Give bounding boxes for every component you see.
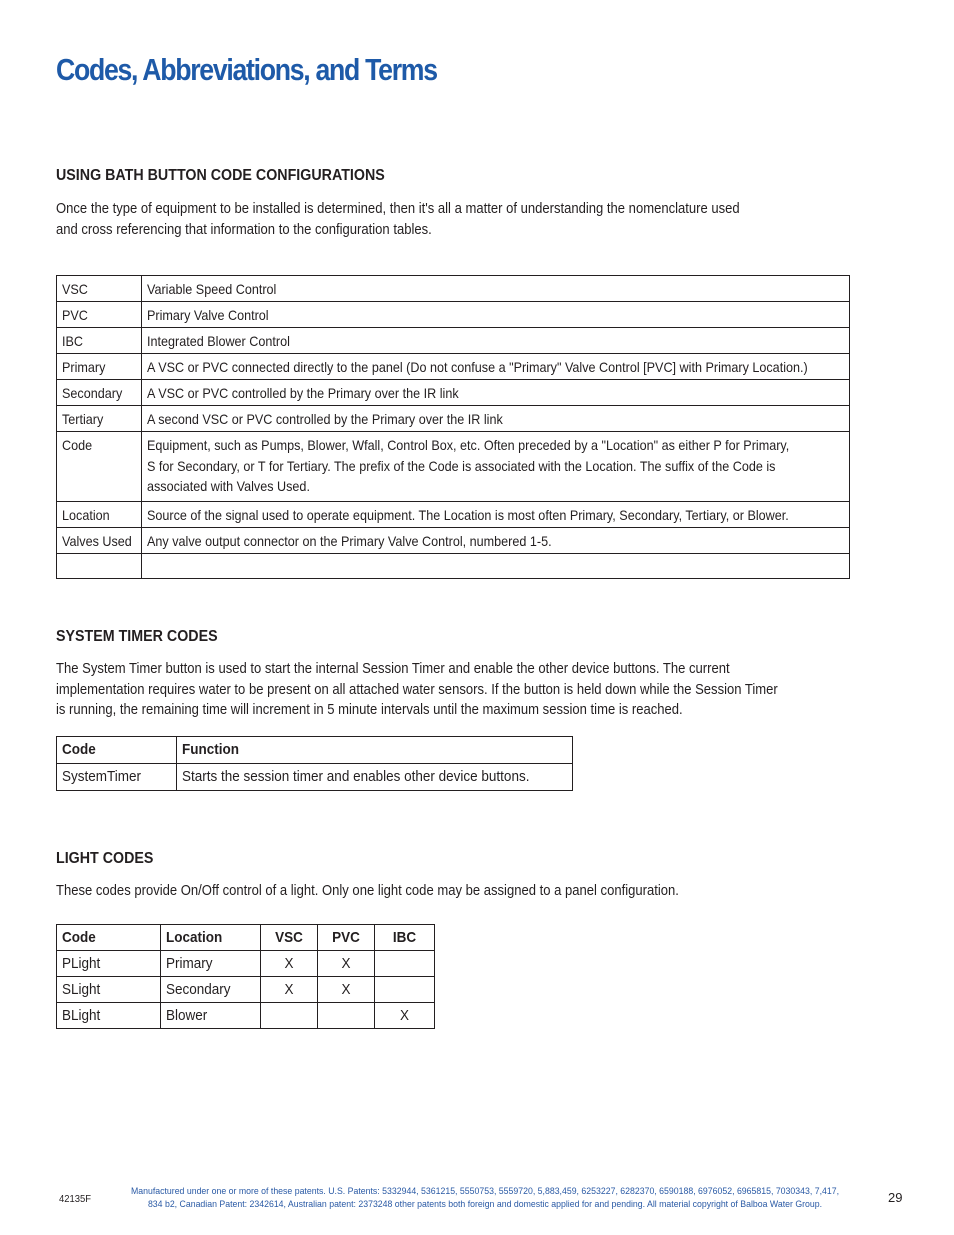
table-row xyxy=(57,764,573,791)
term-cell: Location xyxy=(57,501,142,527)
ibc-cell xyxy=(375,977,435,1003)
timer-section-intro xyxy=(56,659,848,721)
bath-intro-line-1: Once the type of equipment to be installed is determined, then it's all a matter of understanding the nomenclature used xyxy=(56,201,740,217)
definition-cell: A VSC or PVC connected directly to the panel (Do not confuse a "Primary" Valve Control [PVC] with Primary Location.) xyxy=(142,354,850,380)
term-cell: VSC xyxy=(57,276,142,302)
ibc-cell xyxy=(375,951,435,977)
column-header-code: Code xyxy=(57,925,161,951)
document-code: 42135F xyxy=(59,1193,92,1205)
term-cell: PVC xyxy=(57,302,142,328)
column-header-ibc: IBC xyxy=(375,925,435,951)
bath-section-intro xyxy=(56,199,839,240)
term-cell: Valves Used xyxy=(57,527,142,553)
vsc-cell xyxy=(261,1003,318,1029)
table-row xyxy=(57,380,850,406)
definition-cell: Primary Valve Control xyxy=(142,302,850,328)
location-cell: Secondary xyxy=(161,977,261,1003)
definition-cell: A VSC or PVC controlled by the Primary over the IR link xyxy=(142,380,850,406)
table-header-row xyxy=(57,737,573,764)
location-cell: Primary xyxy=(161,951,261,977)
definition-cell xyxy=(142,553,850,578)
code-cell: SystemTimer xyxy=(57,764,177,791)
pvc-cell: X xyxy=(318,951,375,977)
bath-intro-line-2: and cross referencing that information to the configuration tables. xyxy=(56,221,432,238)
vsc-cell: X xyxy=(261,951,318,977)
table-row xyxy=(57,328,850,354)
table-header-row xyxy=(57,925,435,951)
table-row xyxy=(57,276,850,302)
code-cell: PLight xyxy=(57,951,161,977)
term-cell: Code xyxy=(57,432,142,502)
definition-cell: Integrated Blower Control xyxy=(142,328,850,354)
table-row xyxy=(57,432,850,502)
function-cell: Starts the session timer and enables other device buttons. xyxy=(177,764,573,791)
patent-notice xyxy=(131,1185,839,1211)
term-cell: Primary xyxy=(57,354,142,380)
table-row xyxy=(57,527,850,553)
term-cell: Secondary xyxy=(57,380,142,406)
page-number: 29 xyxy=(888,1190,903,1205)
table-row xyxy=(57,553,850,578)
page-title: Codes, Abbreviations, and Terms xyxy=(56,52,437,87)
location-cell: Blower xyxy=(161,1003,261,1029)
terms-table xyxy=(56,275,850,579)
timer-codes-table xyxy=(56,736,573,791)
table-row xyxy=(57,951,435,977)
code-cell: SLight xyxy=(57,977,161,1003)
term-cell: IBC xyxy=(57,328,142,354)
column-header-function: Function xyxy=(177,737,573,764)
timer-section-heading: SYSTEM TIMER CODES xyxy=(56,628,218,645)
table-row xyxy=(57,302,850,328)
column-header-location: Location xyxy=(161,925,261,951)
table-row xyxy=(57,977,435,1003)
column-header-code: Code xyxy=(57,737,177,764)
bath-section-heading: USING BATH BUTTON CODE CONFIGURATIONS xyxy=(56,167,385,184)
table-row xyxy=(57,1003,435,1029)
column-header-vsc: VSC xyxy=(261,925,318,951)
patent-notice-line-2: 834 b2, Canadian Patent: 2342614, Australian patent: 2373248 other patents both foreign and domestic applied for and pending. All material copyright of Balboa Water Group. xyxy=(147,1199,823,1210)
table-row xyxy=(57,501,850,527)
timer-intro-line-2: implementation requires water to be present on all attached water sensors. If the button is held down while the Session Timer xyxy=(56,681,778,698)
definition-cell: Any valve output connector on the Primary Valve Control, numbered 1-5. xyxy=(142,527,850,553)
table-row xyxy=(57,406,850,432)
pvc-cell xyxy=(318,1003,375,1029)
patent-notice-line-1: Manufactured under one or more of these patents. U.S. Patents: 5332944, 5361215, 5550753, 5559720, 5,883,459, 6253227, 6282370, 6590188, 6976052, 6965815, 7030343, 7,417, xyxy=(130,1186,840,1197)
term-cell xyxy=(57,553,142,578)
table-row xyxy=(57,354,850,380)
timer-intro-line-1: The System Timer button is used to start the internal Session Timer and enable the other device buttons. The current xyxy=(56,661,730,677)
column-header-pvc: PVC xyxy=(318,925,375,951)
definition-cell: Variable Speed Control xyxy=(142,276,850,302)
light-section-heading: LIGHT CODES xyxy=(56,850,154,867)
timer-intro-line-3: is running, the remaining time will increment in 5 minute intervals until the maximum session time is reached. xyxy=(56,702,683,718)
term-cell: Tertiary xyxy=(57,406,142,432)
light-section-intro: These codes provide On/Off control of a light. Only one light code may be assigned to a panel configuration. xyxy=(56,883,679,899)
definition-cell: Source of the signal used to operate equipment. The Location is most often Primary, Secondary, Tertiary, or Blower. xyxy=(142,501,850,527)
pvc-cell: X xyxy=(318,977,375,1003)
code-cell: BLight xyxy=(57,1003,161,1029)
light-codes-table xyxy=(56,924,435,1029)
definition-cell: Equipment, such as Pumps, Blower, Wfall, Control Box, etc. Often preceded by a "Location" as either P for Primary, S for Secondary, or T for Tertiary. The prefix of the Code is associated with the Location. The suffix of the Code is associated with Valves Used. xyxy=(142,432,850,502)
ibc-cell: X xyxy=(375,1003,435,1029)
vsc-cell: X xyxy=(261,977,318,1003)
definition-cell: A second VSC or PVC controlled by the Primary over the IR link xyxy=(142,406,850,432)
